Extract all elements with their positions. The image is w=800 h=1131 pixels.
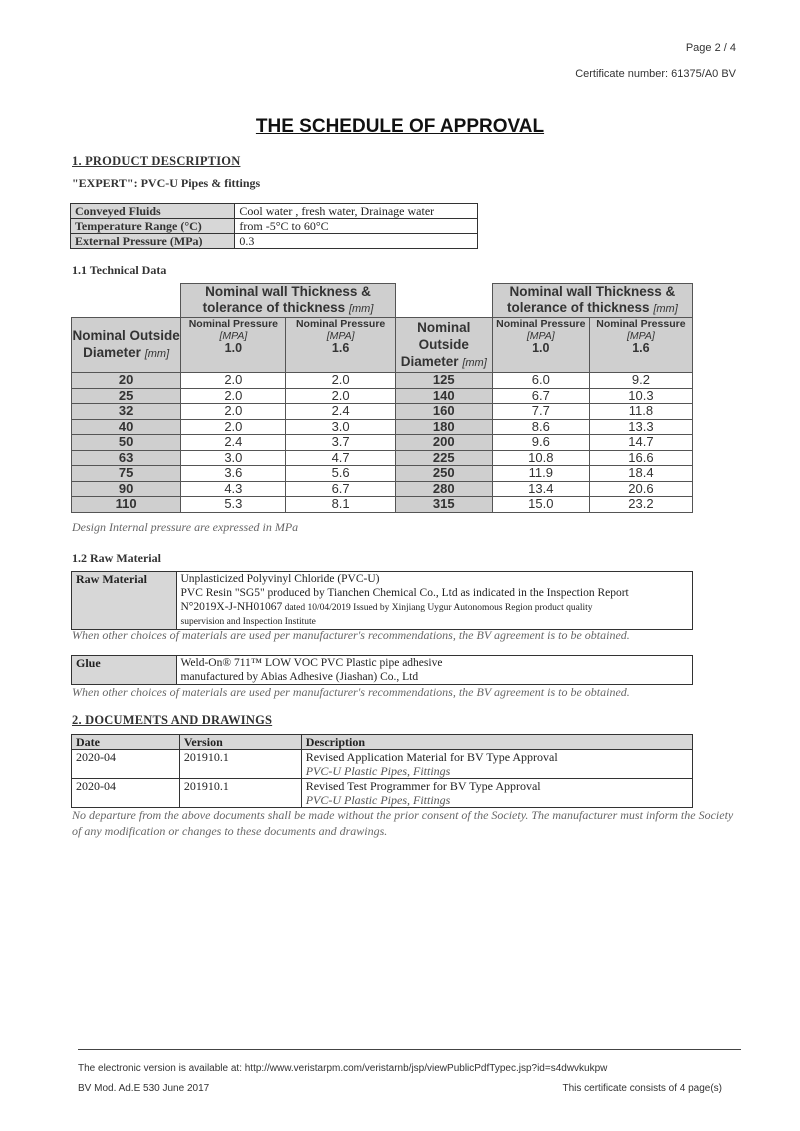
thickness-pn16: 11.8 bbox=[589, 404, 692, 420]
thickness-pn10: 2.0 bbox=[181, 373, 286, 389]
external-pressure-value: 0.3 bbox=[235, 234, 478, 249]
table-row bbox=[72, 450, 693, 466]
thickness-pn16: 16.6 bbox=[589, 450, 692, 466]
table-row bbox=[72, 284, 693, 318]
thickness-pn10: 2.0 bbox=[181, 404, 286, 420]
outside-diameter: 250 bbox=[395, 466, 492, 482]
technical-data-heading: 1.1 Technical Data bbox=[72, 263, 167, 277]
technical-data-table bbox=[71, 283, 693, 513]
thickness-pn10: 10.8 bbox=[492, 450, 589, 466]
outside-diameter: 280 bbox=[395, 481, 492, 497]
product-name: "EXPERT": PVC-U Pipes & fittings bbox=[72, 176, 261, 190]
np-10-header-right: Nominal Pressure [MPA] 1.0 bbox=[492, 318, 589, 373]
outside-diameter: 90 bbox=[72, 481, 181, 497]
table-row bbox=[72, 572, 693, 630]
product-description-heading: 1. PRODUCT DESCRIPTION bbox=[72, 154, 241, 168]
temperature-range-value: from -5°C to 60°C bbox=[235, 219, 478, 234]
page-count-note: This certificate consists of 4 page(s) bbox=[562, 1083, 722, 1094]
thickness-pn10: 3.0 bbox=[181, 450, 286, 466]
outside-diameter: 315 bbox=[395, 497, 492, 513]
thickness-pn16: 2.0 bbox=[286, 373, 395, 389]
table-row bbox=[72, 404, 693, 420]
table-row bbox=[72, 318, 693, 373]
outside-diameter: 40 bbox=[72, 419, 181, 435]
np-16-header-right: Nominal Pressure [MPA] 1.6 bbox=[589, 318, 692, 373]
thickness-pn16: 14.7 bbox=[589, 435, 692, 451]
technical-data-rows bbox=[72, 373, 693, 513]
external-pressure-label: External Pressure (MPa) bbox=[71, 234, 235, 249]
table-row bbox=[72, 497, 693, 513]
thickness-pn10: 8.6 bbox=[492, 419, 589, 435]
table-row bbox=[71, 219, 478, 234]
raw-material-table bbox=[71, 571, 693, 630]
table-row bbox=[72, 656, 693, 685]
np-16-header-left: Nominal Pressure [MPA] 1.6 bbox=[286, 318, 395, 373]
thickness-pn10: 2.4 bbox=[181, 435, 286, 451]
thickness-pn16: 10.3 bbox=[589, 388, 692, 404]
thickness-pn16: 18.4 bbox=[589, 466, 692, 482]
table-row bbox=[72, 481, 693, 497]
doc-date: 2020-04 bbox=[72, 750, 180, 779]
conditions-table bbox=[70, 203, 478, 249]
pressure-note: Design Internal pressure are expressed in MPa bbox=[72, 520, 299, 534]
outside-diameter: 25 bbox=[72, 388, 181, 404]
raw-material-note: When other choices of materials are used per manufacturer's recommendations, the BV agreement is to be obtained. bbox=[72, 628, 630, 642]
thickness-pn10: 3.6 bbox=[181, 466, 286, 482]
thickness-pn16: 6.7 bbox=[286, 481, 395, 497]
np-10-header-left: Nominal Pressure [MPA] 1.0 bbox=[181, 318, 286, 373]
outside-diameter: 50 bbox=[72, 435, 181, 451]
table-row bbox=[72, 388, 693, 404]
thickness-pn10: 13.4 bbox=[492, 481, 589, 497]
table-row bbox=[71, 204, 478, 219]
thickness-pn16: 8.1 bbox=[286, 497, 395, 513]
certificate-number: Certificate number: 61375/A0 BV bbox=[575, 68, 736, 80]
thickness-pn10: 15.0 bbox=[492, 497, 589, 513]
page-number: Page 2 / 4 bbox=[685, 42, 736, 54]
doc-description: Revised Application Material for BV Type Approval PVC-U Plastic Pipes, Fittings bbox=[301, 750, 692, 779]
page-title: THE SCHEDULE OF APPROVAL bbox=[255, 116, 545, 137]
thickness-pn16: 20.6 bbox=[589, 481, 692, 497]
table-row bbox=[72, 419, 693, 435]
raw-material-value: Unplasticized Polyvinyl Chloride (PVC-U) PVC Resin "SG5" produced by Tianchen Chemical Co., Ltd as indicated in the Inspection Report N°2019X-J-NH01067 dated 10/04/2019 Issued by Xinjiang Uygur Autonomous Region product quality supervision and Inspection Institute bbox=[176, 572, 693, 630]
thickness-pn16: 5.6 bbox=[286, 466, 395, 482]
thickness-pn16: 2.0 bbox=[286, 388, 395, 404]
thickness-pn10: 9.6 bbox=[492, 435, 589, 451]
thickness-group-header-left: Nominal wall Thickness & tolerance of thickness [mm] bbox=[181, 284, 395, 318]
glue-label: Glue bbox=[72, 656, 177, 685]
table-row bbox=[72, 750, 693, 779]
outside-diameter: 125 bbox=[395, 373, 492, 389]
doc-version: 201910.1 bbox=[179, 779, 301, 808]
table-row bbox=[72, 779, 693, 808]
thickness-pn10: 4.3 bbox=[181, 481, 286, 497]
outside-diameter: 20 bbox=[72, 373, 181, 389]
table-row bbox=[72, 373, 693, 389]
raw-material-label: Raw Material bbox=[72, 572, 177, 630]
temperature-range-label: Temperature Range (°C) bbox=[71, 219, 235, 234]
raw-material-heading: 1.2 Raw Material bbox=[72, 551, 161, 565]
thickness-pn16: 23.2 bbox=[589, 497, 692, 513]
conveyed-fluids-label: Conveyed Fluids bbox=[71, 204, 235, 219]
thickness-pn16: 3.7 bbox=[286, 435, 395, 451]
thickness-pn10: 2.0 bbox=[181, 419, 286, 435]
thickness-pn10: 6.7 bbox=[492, 388, 589, 404]
thickness-pn10: 7.7 bbox=[492, 404, 589, 420]
outside-diameter: 225 bbox=[395, 450, 492, 466]
thickness-pn10: 2.0 bbox=[181, 388, 286, 404]
col-version: Version bbox=[179, 735, 301, 750]
documents-heading: 2. DOCUMENTS AND DRAWINGS bbox=[72, 713, 273, 727]
outside-diameter: 140 bbox=[395, 388, 492, 404]
thickness-pn16: 3.0 bbox=[286, 419, 395, 435]
thickness-pn16: 4.7 bbox=[286, 450, 395, 466]
thickness-pn16: 13.3 bbox=[589, 419, 692, 435]
thickness-pn16: 2.4 bbox=[286, 404, 395, 420]
form-reference: BV Mod. Ad.E 530 June 2017 bbox=[78, 1083, 210, 1094]
od-header-right: Nominal Outside Diameter [mm] bbox=[395, 318, 492, 373]
od-header-left: Nominal Outside Diameter [mm] bbox=[72, 318, 181, 373]
outside-diameter: 160 bbox=[395, 404, 492, 420]
outside-diameter: 32 bbox=[72, 404, 181, 420]
col-description: Description bbox=[301, 735, 692, 750]
thickness-pn10: 5.3 bbox=[181, 497, 286, 513]
outside-diameter: 63 bbox=[72, 450, 181, 466]
glue-table bbox=[71, 655, 693, 685]
table-row bbox=[72, 735, 693, 750]
outside-diameter: 75 bbox=[72, 466, 181, 482]
documents-table bbox=[71, 734, 693, 808]
doc-version: 201910.1 bbox=[179, 750, 301, 779]
electronic-version-note: The electronic version is available at: http://www.veristarpm.com/veristarnb/jsp/viewPublicPdfTypec.jsp?id=s4dwvkukpw bbox=[78, 1063, 608, 1074]
thickness-pn16: 9.2 bbox=[589, 373, 692, 389]
table-row bbox=[72, 466, 693, 482]
glue-value: Weld-On® 711™ LOW VOC PVC Plastic pipe adhesive manufactured by Abias Adhesive (Jiashan) Co., Ltd bbox=[176, 656, 693, 685]
glue-note: When other choices of materials are used per manufacturer's recommendations, the BV agreement is to be obtained. bbox=[72, 685, 630, 699]
thickness-group-header-right: Nominal wall Thickness & tolerance of thickness [mm] bbox=[492, 284, 692, 318]
outside-diameter: 110 bbox=[72, 497, 181, 513]
outside-diameter: 200 bbox=[395, 435, 492, 451]
thickness-pn10: 6.0 bbox=[492, 373, 589, 389]
table-row bbox=[72, 435, 693, 451]
footer-divider bbox=[78, 1049, 741, 1050]
documents-note: No departure from the above documents shall be made without the prior consent of the Society. The manufacturer must inform the Society of any modification or changes to these documents and drawings. bbox=[72, 808, 734, 838]
col-date: Date bbox=[72, 735, 180, 750]
doc-date: 2020-04 bbox=[72, 779, 180, 808]
thickness-pn10: 11.9 bbox=[492, 466, 589, 482]
outside-diameter: 180 bbox=[395, 419, 492, 435]
doc-description: Revised Test Programmer for BV Type Approval PVC-U Plastic Pipes, Fittings bbox=[301, 779, 692, 808]
conveyed-fluids-value: Cool water , fresh water, Drainage water bbox=[235, 204, 478, 219]
table-row bbox=[71, 234, 478, 249]
